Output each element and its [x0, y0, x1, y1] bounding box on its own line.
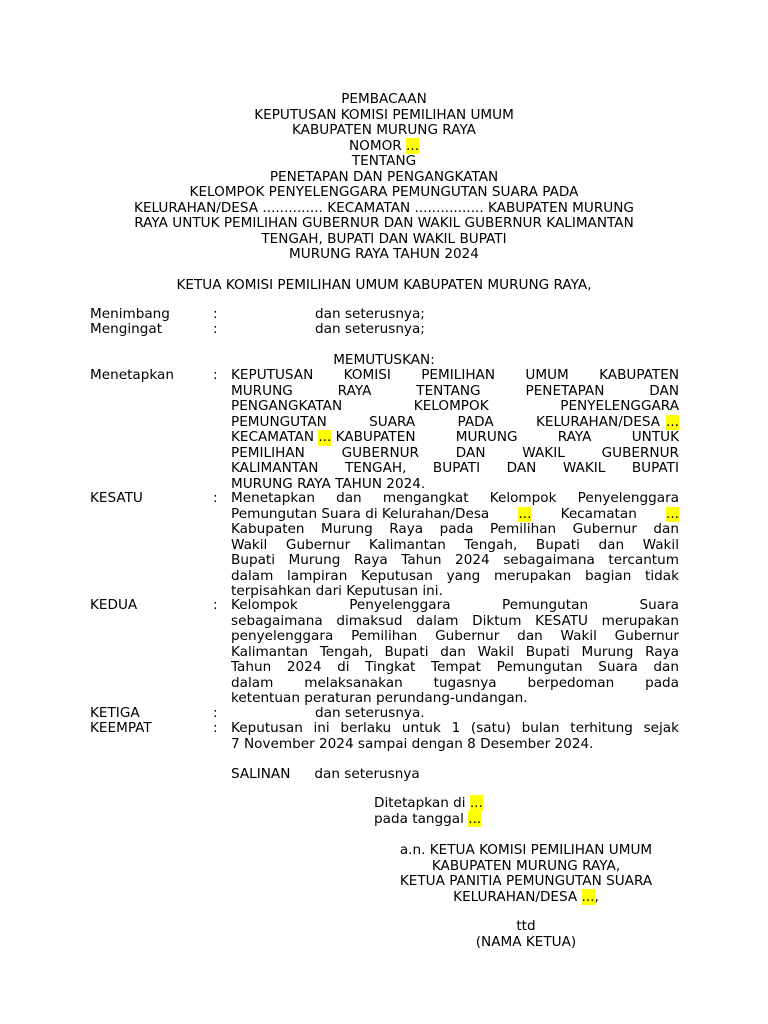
header-murung-raya: MURUNG RAYA TAHUN 2024 [289, 246, 479, 262]
header-kabupaten: KABUPATEN MURUNG RAYA [292, 122, 476, 138]
salinan-label: SALINAN [231, 766, 291, 782]
kesatu-kecamatan-placeholder: ... [666, 505, 679, 522]
header-kelurahan: KELURAHAN/DESA .............. KECAMATAN ................ KABUPATEN MURUNG [134, 199, 634, 216]
kesatu-label: KESATU [90, 490, 143, 506]
ttd-block [381, 919, 671, 950]
ketua-heading: KETUA KOMISI PEMILIHAN UMUM KABUPATEN MURUNG RAYA, [176, 277, 592, 293]
header-kelompok: KELOMPOK PENYELENGGARA PEMUNGUTAN SUARA PADA [189, 184, 579, 200]
signature-line-4: KELURAHAN/DESA ..., [453, 888, 599, 905]
ketiga-label: KETIGA [90, 705, 140, 721]
header-tengah: TENGAH, BUPATI DAN WAKIL BUPATI [261, 230, 507, 247]
kedua-text: Kelompok Penyelenggara Pemungutan Suara sebagaimana dimaksud dalam Diktum KESATU merupakan penyelenggara Pemilihan Gubernur dan Wakil Gubernur Kalimantan Tengah, Bupati dan Wakil Bupati Murung Raya Tahun 2024 di Tingkat Tempat Pemungutan Suara dan dalam melaksanakan tugasnya berpedoman pada ketentuan peraturan perundang-undangan. [231, 597, 679, 706]
signature-line-2: KABUPATEN MURUNG RAYA, [431, 857, 621, 874]
kesatu-kelurahan-placeholder: ... [518, 505, 532, 522]
signer-name: (NAMA KETUA) [475, 933, 577, 950]
kesatu-text: Menetapkan dan mengangkat Kelompok Penyelenggara Pemungutan Suara di Kelurahan/Desa ... Kecamatan ... Kabupaten Murung Raya pada Pemilihan Gubernur dan Wakil Gubernur Kalimantan Tengah, Bupati dan Wakil Bupati Murung Raya Tahun 2024 sebagaimana tercantum dalam lampiran Keputusan yang merupakan bagian tidak terpisahkan dari Keputusan ini. [231, 490, 679, 599]
mengingat-text: dan seterusnya; [315, 321, 425, 337]
signature-line-1: a.n. KETUA KOMISI PEMILIHAN UMUM [399, 842, 653, 858]
ditetapkan-block [374, 796, 483, 827]
kedua-label: KEDUA [90, 597, 138, 613]
kelurahan-placeholder: ... [666, 413, 679, 430]
keempat-label: KEEMPAT [90, 720, 152, 736]
document-header [0, 92, 768, 263]
nomor-placeholder: ... [406, 137, 420, 154]
header-raya: RAYA UNTUK PEMILIHAN GUBERNUR DAN WAKIL GUBERNUR KALIMANTAN [134, 215, 634, 231]
signature-line-3: KETUA PANITIA PEMUNGUTAN SUARA [399, 873, 653, 889]
ketiga-text: dan seterusnya. [315, 705, 425, 721]
ditetapkan-di-placeholder: ... [469, 795, 483, 811]
memutuskan-heading: MEMUTUSKAN: [333, 352, 435, 368]
keempat-text: Keputusan ini berlaku untuk 1 (satu) bulan terhitung sejak 7 November 2024 sampai dengan 8 Desember 2024. [231, 720, 679, 752]
menimbang-label: Menimbang [90, 306, 170, 322]
signature-block [376, 843, 676, 905]
menimbang-text: dan seterusnya; [315, 306, 425, 322]
ditetapkan-tanggal: pada tanggal ... [374, 810, 482, 827]
kecamatan-placeholder: ... [318, 429, 332, 445]
header-nomor: NOMOR ... [348, 137, 420, 154]
ttd-text: ttd [516, 918, 536, 934]
mengingat-label: Mengingat [90, 321, 163, 337]
header-penetapan: PENETAPAN DAN PENGANGKATAN [269, 168, 499, 185]
signature-kelurahan-placeholder: ... [581, 888, 595, 905]
document-page: PEMBACAAN KEPUTUSAN KOMISI PEMILIHAN UMUM KABUPATEN MURUNG RAYA NOMOR ... TENTANG PENETAPAN DAN PENGANGKATAN KELOMPOK PENYELENGGARA PEMUNGUTAN SUARA PADA KELURAHAN/DESA .............. KECAMATAN ................ KABUPATEN MURUNG RAYA UNTUK PEMILIHAN GUBERNUR DAN WAKIL GUBERNUR KALIMANTAN TENGAH, BUPATI DAN WAKIL BUPATI MURUNG RAYA TAHUN 2024 KETUA KOMISI PEMILIHAN UMUM KABUPATEN MURUNG RAYA, Menimbang : dan seterusnya; Mengingat : dan seterusnya; MEMUTUSKAN: Menetapkan : KEPUTUSAN KOMISI PEMILIHAN UMUM KABUPATEN MURUNG RAYA TENTANG PENETAPAN DAN PENGANGKATAN KELOMPOK PENYELENGGARA PEMUNGUTAN SUARA PADA KELURAHAN/DESA ... KECAMATAN ... KABUPATEN MURUNG RAYA UNTUK PEMILIHAN GUBERNUR DAN WAKIL GUBERNUR KALIMANTAN TENGAH, BUPATI DAN WAKIL BUPATI MURUNG RAYA TAHUN 2024. KESATU : Menetapkan dan mengangkat Kelompok Penyelenggara Pemungutan Suara di Kelurahan/Desa ... Kecamatan ... Kabupaten Murung Raya pada Pemilihan Gubernur dan Wakil Gubernur Kalimantan Tengah, Bupati dan Wakil Bupati Murung Raya Tahun 2024 sebagaimana tercantum dalam lampiran Keputusan yang merupakan bagian tidak terpisahkan dari Keputusan ini. KEDUA : Kelompok Penyelenggara Pemungutan Suara sebagaimana dimaksud dalam Diktum KESATU merupakan penyelenggara Pemilihan Gubernur dan Wakil Gubernur Kalimantan Tengah, Bupati dan Wakil Bupati Murung Raya Tahun 2024 di Tingkat Tempat Pemungutan Suara dan dalam melaksanakan tugasnya berpedoman pada ketentuan peraturan perundang-undangan. KETIGA : dan seterusnya. KEEMPAT : Keputusan ini berlaku untuk 1 (satu) bulan terhitung sejak 7 November 2024 sampai dengan 8 Desember 2024. SALINAN dan seterusnya Ditetapkan di ... pada tanggal ... a.n. KETUA KOMISI PEMILIHAN UMUM KABUPATEN MURUNG RAYA, KETUA PANITIA PEMUNGUTAN SUARA KELURAHAN/DESA ..., ttd (NAMA KETUA) [0, 0, 768, 1024]
ditetapkan-di: Ditetapkan di ... [374, 795, 483, 811]
menetapkan-text: KEPUTUSAN KOMISI PEMILIHAN UMUM KABUPATEN MURUNG RAYA TENTANG PENETAPAN DAN PENGANGKATAN KELOMPOK PENYELENGGARA PEMUNGUTAN SUARA PADA KELURAHAN/DESA ... KECAMATAN ... KABUPATEN MURUNG RAYA UNTUK PEMILIHAN GUBERNUR DAN WAKIL GUBERNUR KALIMANTAN TENGAH, BUPATI DAN WAKIL BUPATI MURUNG RAYA TAHUN 2024. [231, 367, 679, 492]
menetapkan-label: Menetapkan [90, 367, 174, 383]
header-tentang: TENTANG [351, 153, 417, 169]
salinan-line [231, 766, 420, 782]
ditetapkan-tanggal-placeholder: ... [468, 810, 482, 827]
salinan-text: dan seterusnya [314, 766, 420, 782]
header-pembacaan: PEMBACAAN [341, 91, 427, 107]
header-keputusan: KEPUTUSAN KOMISI PEMILIHAN UMUM [254, 106, 514, 123]
